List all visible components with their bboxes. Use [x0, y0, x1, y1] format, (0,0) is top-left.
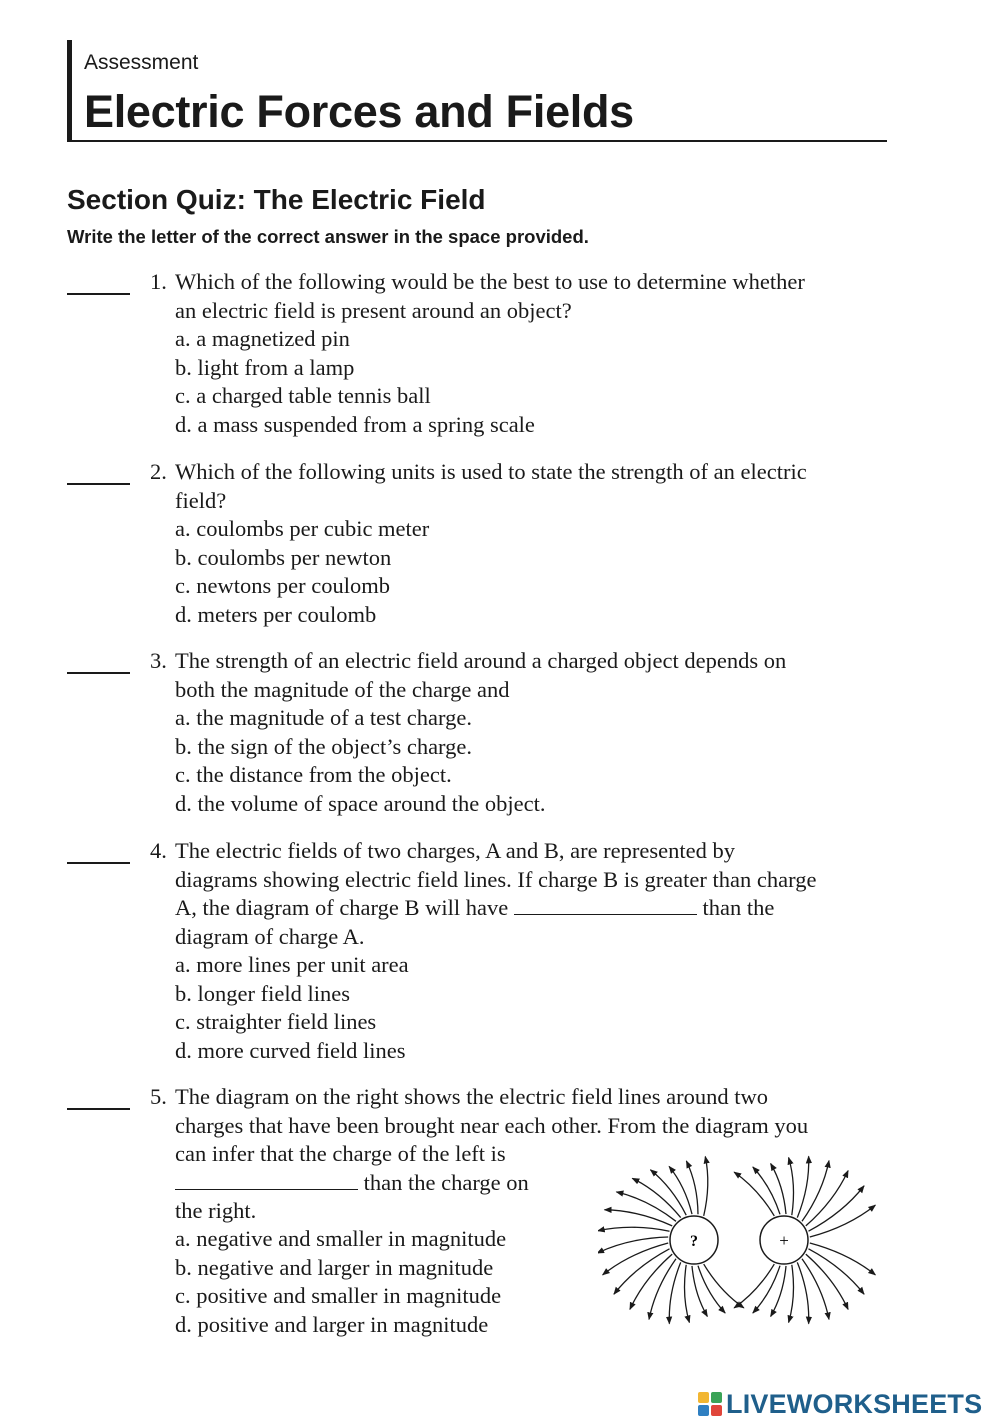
left-field-line-8 [603, 1243, 669, 1275]
answer-blank-2[interactable] [67, 483, 130, 485]
left-field-line-3 [684, 1265, 689, 1323]
page-title: Electric Forces and Fields [84, 86, 634, 137]
assessment-label: Assessment [84, 51, 199, 74]
right-field-line-8 [810, 1205, 876, 1237]
option-a[interactable]: a. the magnitude of a test charge. [175, 705, 472, 730]
left-field-line-4 [669, 1262, 680, 1323]
options-list [175, 1225, 506, 1339]
question-number: 4. [150, 838, 167, 863]
option-d[interactable]: d. more curved field lines [175, 1037, 406, 1063]
right-field-line-17 [734, 1264, 774, 1308]
question-stem: The strength of an electric field around a charged object depends on both the magnitude of the charge and [175, 648, 787, 702]
right-charge-label: + [779, 1231, 789, 1250]
option-c[interactable]: c. the distance from the object. [175, 762, 452, 787]
header-bar [67, 40, 72, 142]
right-field-line-3 [789, 1158, 794, 1216]
left-field-line-17 [704, 1157, 708, 1216]
right-field-line-4 [797, 1156, 808, 1217]
options-list [175, 704, 546, 818]
question-number: 3. [150, 648, 167, 673]
right-field-line-2 [771, 1164, 786, 1215]
question-number: 2. [150, 459, 167, 484]
option-d[interactable]: d. the volume of space around the object. [175, 790, 546, 816]
options-list [175, 515, 429, 629]
answer-blank-5[interactable] [67, 1108, 130, 1110]
option-a[interactable]: a. negative and smaller in magnitude [175, 1226, 507, 1251]
options-list [175, 325, 535, 439]
option-b[interactable]: b. the sign of the object’s charge. [175, 733, 473, 759]
option-b[interactable]: b. light from a lamp [175, 354, 355, 380]
left-field-line-15 [669, 1166, 692, 1214]
field-lines-diagram [598, 1140, 880, 1342]
question-stem: Which of the following units is used to state the strength of an electric field? [175, 459, 807, 513]
option-b[interactable]: b. longer field lines [175, 980, 350, 1006]
option-a[interactable]: a. more lines per unit area [175, 952, 409, 977]
answer-blank-3[interactable] [67, 672, 130, 674]
header-rule [67, 140, 887, 142]
left-field-line-10 [598, 1227, 670, 1231]
left-field-line-6 [630, 1254, 672, 1309]
option-b[interactable]: b. negative and larger in magnitude [175, 1254, 494, 1280]
option-b[interactable]: b. coulombs per newton [175, 544, 392, 570]
right-field-line-6 [806, 1171, 848, 1226]
option-a[interactable]: a. a magnetized pin [175, 326, 350, 351]
right-field-line-15 [771, 1266, 786, 1317]
right-field-line-13 [797, 1262, 808, 1323]
brand-text: LIVEWORKSHEETS [726, 1388, 983, 1419]
left-charge-label: ? [690, 1233, 698, 1250]
right-field-line-11 [806, 1254, 848, 1309]
option-d[interactable]: d. positive and larger in magnitude [175, 1311, 489, 1337]
field-lines [598, 1156, 875, 1323]
option-c[interactable]: c. a charged table tennis ball [175, 383, 431, 408]
liveworksheets-logo-icon [697, 1391, 723, 1417]
options-list [175, 951, 409, 1065]
question-stem: The electric fields of two charges, A and B, are represented by diagrams showing electric field lines. If charge B is greater than charge A, the diagram of charge B will have than the diagram of charge A. [175, 838, 817, 949]
question-stem: The diagram on the right shows the electric field lines around two charges that have been brought near each other. From the diagram you can infer that the charge of the left is than the charge on the right. [175, 1084, 809, 1223]
right-field-line-9 [810, 1243, 876, 1275]
right-field-line-14 [789, 1265, 794, 1323]
left-field-line-9 [598, 1237, 668, 1253]
left-field-line-13 [632, 1178, 680, 1217]
left-field-line-0 [704, 1264, 744, 1308]
option-d[interactable]: d. meters per coulomb [175, 601, 377, 627]
left-field-line-16 [686, 1161, 698, 1214]
liveworksheets-branding [697, 1389, 982, 1419]
option-d[interactable]: d. a mass suspended from a spring scale [175, 411, 535, 437]
answer-blank-1[interactable] [67, 293, 130, 295]
option-c[interactable]: c. positive and smaller in magnitude [175, 1283, 502, 1308]
question-number: 5. [150, 1084, 167, 1109]
right-field-line-0 [734, 1172, 774, 1216]
option-c[interactable]: c. newtons per coulomb [175, 573, 390, 598]
question-number: 1. [150, 269, 167, 294]
option-c[interactable]: c. straighter field lines [175, 1009, 377, 1034]
section-title: Section Quiz: The Electric Field [67, 184, 486, 215]
fill-in-blank[interactable] [175, 1169, 358, 1190]
question-stem: Which of the following would be the best to use to determine whether an electric field is present around an object? [175, 269, 805, 323]
fill-in-blank[interactable] [514, 894, 697, 915]
option-a[interactable]: a. coulombs per cubic meter [175, 516, 430, 541]
instructions: Write the letter of the correct answer in the space provided. [67, 226, 589, 247]
left-field-line-2 [692, 1266, 707, 1317]
left-field-line-12 [616, 1192, 676, 1221]
answer-blank-4[interactable] [67, 862, 130, 864]
